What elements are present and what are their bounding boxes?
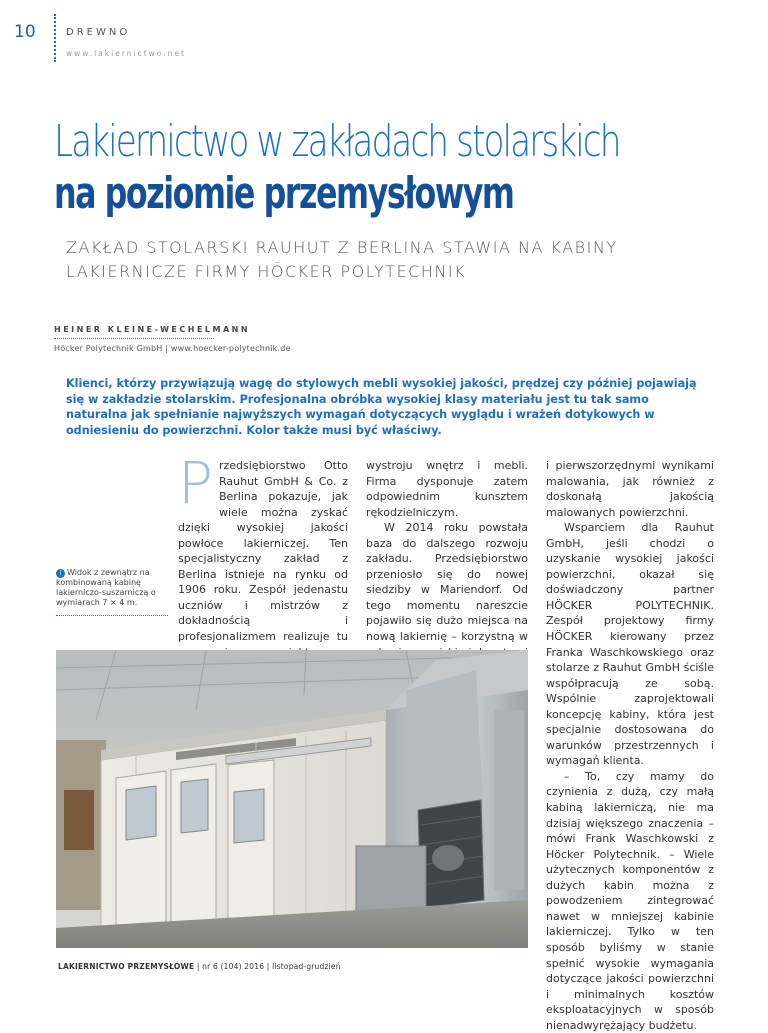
caption-text: Widok z zewnątrz na kombinowaną kabinę lakierniczo-suszarniczą o wymiarach 7 × 4 m. — [56, 568, 156, 607]
section-name: DREWNO — [66, 27, 131, 38]
paragraph: Wsparciem dla Rauhut GmbH, jeśli chodzi o uzyskanie wysokiej jakości powierzchni, okazał się doświadczony partner HÖCKER POLYTECHNIK. Zespół projektowy firmy HÖCKER kierowany przez Franka Waschkowskiego oraz stolarze z Rauhut GmbH ściśle współpracują ze sobą. Wspólnie zaprojektowali koncepcję kabiny, która jest specjalnie dostosowana do warunków przestrzennych i wymagań klienta. — [546, 521, 714, 768]
info-icon: i — [56, 569, 65, 578]
magazine-name: LAKIERNICTWO PRZEMYSŁOWE — [58, 962, 195, 971]
paragraph: rzedsiębiorstwo Otto Rauhut GmbH & Co. z Berlina pokazuje, jak wiele można zyskać dzięki wysokiej jakości powłoce lakierniczej. Ten specjalistyczny zakład z Berlina istnieje na rynku od 1906 roku. Zespół jedenastu uczniów i mistrzów z dokładnością i profesjonalizmem realizuje tu — [178, 459, 348, 644]
article-title-line2: na poziomie przemysłowym — [54, 168, 514, 219]
subtitle-line1: ZAKŁAD STOLARSKI RAUHUT Z BERLINA STAWIA NA KABINY — [66, 238, 618, 257]
author-divider — [54, 338, 214, 339]
dropcap: P — [178, 449, 213, 517]
page-footer — [58, 962, 341, 971]
text-column-2 — [366, 458, 528, 676]
caption-divider — [56, 615, 168, 616]
author-name: HEINER KLEINE-WECHELMANN — [54, 325, 251, 334]
issue-info: | nr 6 (104) 2016 | listopad-grudzień — [194, 962, 341, 971]
subtitle-line2: LAKIERNICZE FIRMY HÖCKER POLYTECHNIK — [66, 262, 467, 281]
article-subtitle — [66, 236, 618, 284]
paragraph: i pierwszorzędnymi wynikami malowania, jak również z doskonałą jakością malowanych powierzchni. — [546, 459, 714, 519]
paragraph: – To, czy mamy do czynienia z dużą, czy małą kabiną lakierniczą, nie ma dzisiaj większego znaczenia – mówi Frank Waschkowski z Höcker Polytechnik. – Wiele użytecznych komponentów z dużych kabin można z powodzeniem zintegrować nawet w mniejszej kabinie lakierniczej. Tylko w ten sposób byliśmy w stanie spełnić wysokie wymagania dotyczące jakości powierzchni i minimalnych kosztów eksploatacyjnych w sposób nienadwyrężający budżetu. — [546, 769, 714, 1032]
text-column-1 — [178, 449, 348, 676]
paragraph: W 2014 roku powstała baza do dalszego rozwoju zakładu. Przedsiębiorstwo przeniosło się do nowej siedziby w Mariendorf. Od tego momentu nareszcie pojawiło się dużo miejsca na nową lakiernię – korzystną w — [366, 521, 528, 644]
article-lead: Klienci, którzy przywiązują wagę do stylowych mebli wysokiej jakości, prędzej czy później pojawiają się w zakładzie stolarskim. Profesjonalna obróbka wysokiej klasy materiału jest tu tak samo naturalna jak spełnianie najwyższych wymagań dotyczących wyglądu i wrażeń dotykowych w odniesieniu do powierzchni. Kolor także musi być właściwy. — [66, 377, 697, 437]
section-url[interactable]: www.lakiernictwo.net — [66, 49, 186, 58]
text-column-3 — [546, 458, 714, 1033]
page-number: 10 — [14, 22, 36, 42]
paragraph: wystroju wnętrz i mebli. Firma dysponuje zatem odpowiednim kunsztem rękodzielniczym. — [366, 459, 528, 519]
article-title-line1: Lakiernictwo w zakładach stolarskich — [54, 116, 620, 167]
spray-booth-photo — [56, 650, 528, 948]
photo-caption — [56, 568, 168, 608]
author-affiliation: Höcker Polytechnik GmbH | www.hoecker-polytechnik.de — [54, 344, 291, 353]
header-divider — [54, 14, 56, 62]
